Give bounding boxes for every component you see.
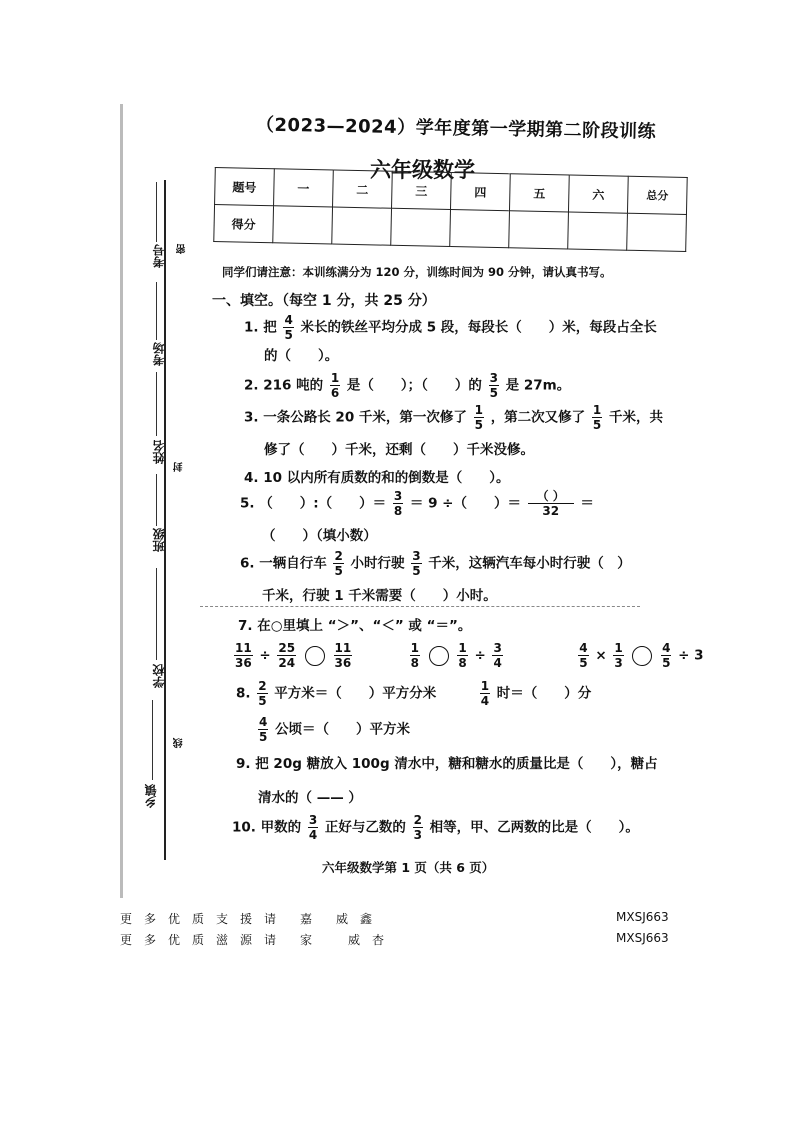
denominator: 5: [592, 418, 602, 432]
question-text: 8.: [236, 685, 251, 702]
compare-circle[interactable]: [305, 646, 325, 666]
fraction: [492, 642, 502, 669]
denominator: 3: [614, 656, 623, 670]
denominator: 6: [330, 386, 340, 400]
compare-circle[interactable]: [632, 646, 652, 666]
table-cell: 三: [392, 171, 452, 209]
fraction: [308, 814, 318, 841]
side-label-exam-no: 考号: [152, 244, 166, 268]
question-1: [244, 314, 657, 341]
table-cell: 得分: [214, 205, 274, 243]
denominator: 5: [474, 418, 483, 432]
table-cell: 五: [509, 174, 569, 212]
numerator: 3: [412, 549, 421, 563]
binding-line: [164, 180, 166, 860]
table-cell: 题号: [215, 168, 275, 206]
question-8: [236, 680, 591, 707]
fraction: [578, 642, 588, 669]
page-footer: 六年级数学第 1 页（共 6 页）: [322, 860, 495, 875]
question-9-cont: 清水的（ —— ）: [258, 790, 362, 806]
numerator: 1: [474, 403, 483, 417]
side-blank-line: [152, 700, 153, 780]
numerator: 2: [334, 549, 343, 563]
question-text: 10. 甲数的: [232, 819, 302, 836]
fraction: [257, 680, 267, 707]
fraction: [393, 490, 403, 517]
question-5: [240, 490, 594, 517]
denominator: 4: [480, 694, 490, 708]
fraction: [334, 642, 353, 669]
fraction: [410, 642, 420, 669]
side-label-room: 考场: [152, 342, 166, 366]
table-cell: 一: [274, 169, 334, 207]
notice-text: 同学们请注意：本训练满分为 120 分，训练时间为 90 分钟，请认真书写。: [222, 265, 612, 279]
numerator: 4: [579, 641, 588, 655]
numerator: 11: [235, 641, 252, 655]
side-label-class: 班级: [152, 528, 166, 552]
numerator: 1: [592, 403, 602, 417]
numerator: 1: [458, 641, 467, 655]
question-text: ×: [595, 647, 607, 664]
fraction: [528, 490, 574, 517]
question-text: 6. 一辆自行车: [240, 555, 327, 572]
fraction: [330, 372, 340, 399]
section-heading: 一、填空。（每空 1 分，共 25 分）: [212, 293, 436, 309]
question-6: [240, 550, 631, 577]
question-9: 9. 把 20g 糖放入 100g 清水中，糖和糖水的质量比是（ ），糖占: [236, 756, 658, 772]
numerator: 3: [393, 489, 403, 503]
question-text: 时＝（ ）分: [496, 685, 592, 702]
denominator: 5: [259, 730, 268, 744]
numerator: （ ）: [528, 490, 574, 504]
denominator: 5: [284, 328, 293, 342]
numerator: 1: [330, 371, 340, 385]
fraction: [333, 550, 343, 577]
numerator: 1: [614, 641, 623, 655]
promo-text: 更 多 优 质 滋 源 请 家 威 杏: [120, 933, 385, 947]
question-text: ，第二次又修了: [490, 409, 586, 426]
denominator: 5: [489, 386, 498, 400]
numerator: 3: [493, 641, 502, 655]
question-text: 千米，这辆汽车每小时行驶（ ）: [428, 555, 631, 572]
score-cell[interactable]: [450, 210, 510, 248]
question-text: 千米，共: [608, 409, 663, 426]
question-2: [244, 372, 570, 399]
exam-subtitle: 六年级数学: [370, 158, 475, 182]
side-blank-line: [156, 282, 157, 340]
denominator: 5: [662, 656, 671, 670]
question-8-cont: [256, 716, 410, 743]
side-label-name: 姓名: [152, 440, 166, 464]
denominator: 24: [278, 656, 296, 670]
question-10: [232, 814, 639, 841]
question-text: 小时行驶: [350, 555, 405, 572]
table-cell: 二: [333, 170, 393, 208]
denominator: 4: [308, 828, 318, 842]
fraction: [592, 404, 602, 431]
numerator: 4: [284, 313, 293, 327]
denominator: 36: [235, 656, 252, 670]
question-text: 相等，甲、乙两数的比是（ ）。: [429, 819, 639, 836]
promo-line-2: [120, 931, 669, 948]
question-text: 3. 一条公路长 20 千米，第一次修了: [244, 409, 467, 426]
question-text: 平方米＝（ ）平方分米: [274, 685, 437, 702]
table-cell: 四: [451, 173, 511, 211]
fraction: [277, 642, 296, 669]
numerator: 11: [334, 641, 352, 655]
promo-line-1: [120, 910, 669, 927]
denominator: 4: [493, 656, 502, 670]
denominator: 5: [412, 564, 421, 578]
numerator: 1: [410, 641, 419, 655]
side-seal-3: 线: [174, 738, 185, 748]
table-cell: 六: [568, 175, 628, 213]
fraction: [613, 642, 623, 669]
fraction: [413, 814, 423, 841]
table-cell: 总分: [627, 176, 687, 214]
numerator: 2: [258, 679, 267, 693]
score-cell[interactable]: [627, 213, 687, 251]
side-seal-1: 密: [177, 244, 188, 254]
scan-edge: [120, 104, 123, 898]
side-label-town: 乡镇: [144, 784, 158, 808]
fraction: [457, 642, 467, 669]
fraction: [474, 404, 484, 431]
fraction: [283, 314, 293, 341]
question-text: 1. 把: [244, 319, 277, 336]
denominator: 5: [579, 656, 588, 670]
side-label-school: 学校: [152, 664, 166, 688]
question-text: 2. 216 吨的: [244, 377, 324, 394]
question-text: 是 27m。: [505, 377, 571, 394]
question-text: ÷: [474, 647, 486, 664]
question-7: 7. 在○里填上 “＞”、“＜” 或 “＝”。: [238, 618, 472, 634]
score-table: [213, 167, 687, 252]
numerator: 1: [480, 679, 490, 693]
numerator: 3: [489, 371, 498, 385]
question-1-cont: 的（ ）。: [264, 348, 339, 364]
denominator: 8: [410, 656, 419, 670]
question-text: ÷ 3: [678, 647, 704, 664]
denominator: 32: [542, 504, 560, 518]
numerator: 2: [413, 813, 422, 827]
denominator: 8: [393, 504, 403, 518]
fraction: [661, 642, 671, 669]
compare-circle[interactable]: [429, 646, 449, 666]
fraction: [258, 716, 268, 743]
question-6-cont: 千米，行驶 1 千米需要（ ）小时。: [262, 588, 497, 604]
question-3: [244, 404, 663, 431]
question-text: ÷: [259, 647, 271, 664]
fraction: [234, 642, 253, 669]
numerator: 4: [662, 641, 671, 655]
fraction: [480, 680, 490, 707]
score-cell[interactable]: [509, 211, 569, 249]
denominator: 5: [334, 564, 343, 578]
fraction: [411, 550, 421, 577]
numerator: 4: [259, 715, 268, 729]
question-text: 正好与乙数的: [324, 819, 406, 836]
numerator: 25: [278, 641, 296, 655]
question-4: 4. 10 以内所有质数的和的倒数是（ ）。: [244, 470, 510, 486]
question-text: 公顷＝（ ）平方米: [275, 721, 411, 738]
denominator: 5: [258, 694, 267, 708]
score-cell[interactable]: [332, 207, 392, 245]
exam-title: （2023—2024）学年度第一学期第二阶段训练: [255, 114, 657, 143]
score-cell[interactable]: [273, 206, 333, 244]
promo-code: MXSJ663: [616, 931, 669, 945]
question-5-cont: （ ）（填小数）: [262, 528, 377, 544]
side-seal-2: 封: [174, 462, 185, 472]
score-cell[interactable]: [568, 212, 628, 250]
question-text: ＝ 9 ÷（ ）＝: [409, 495, 521, 512]
side-blank-line: [156, 568, 157, 660]
promo-text: 更 多 优 质 支 援 请 嘉 威 鑫: [120, 912, 373, 926]
question-3-cont: 修了（ ）千米，还剩（ ）千米没修。: [264, 442, 534, 458]
score-cell[interactable]: [391, 208, 451, 246]
side-blank-line: [156, 182, 157, 242]
question-7-items: [232, 642, 704, 669]
scan-artifact-line: [200, 606, 640, 607]
question-text: 5. （ ）:（ ）＝: [240, 495, 387, 512]
side-blank-line: [156, 372, 157, 436]
question-text: 米长的铁丝平均分成 5 段，每段长（ ）米，每段占全长: [300, 319, 657, 336]
fraction: [489, 372, 499, 399]
numerator: 3: [308, 813, 318, 827]
question-text: ＝: [580, 495, 594, 512]
denominator: 8: [458, 656, 467, 670]
denominator: 36: [334, 656, 352, 670]
question-text: 是（ ）；（ ）的: [346, 377, 482, 394]
side-blank-line: [156, 474, 157, 526]
promo-code: MXSJ663: [616, 910, 669, 924]
denominator: 3: [413, 828, 422, 842]
